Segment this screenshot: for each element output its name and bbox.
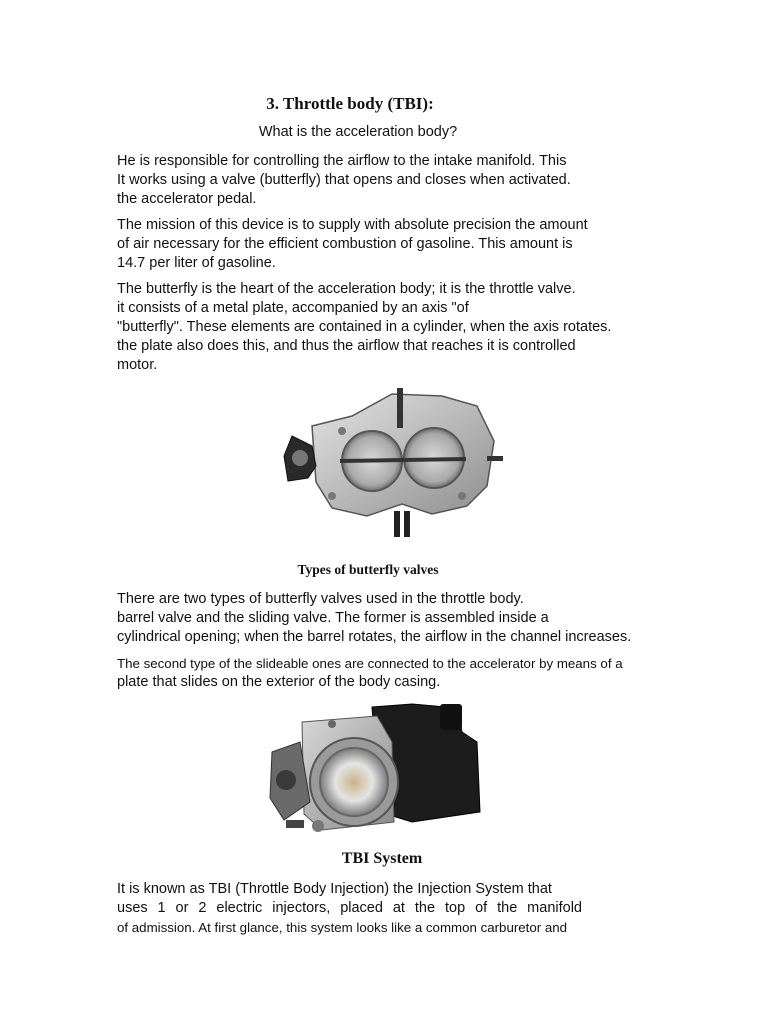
paragraph-line: barrel valve and the sliding valve. The former is assembled inside a: [117, 610, 549, 626]
figure-caption-butterfly: Types of butterfly valves: [297, 562, 439, 577]
section-subtitle: What is the acceleration body?: [258, 124, 458, 140]
paragraph-4: [117, 590, 677, 647]
paragraph-line: He is responsible for controlling the airflow to the intake manifold. This: [117, 153, 567, 169]
throttle-body-image: [272, 386, 504, 546]
paragraph-line: it consists of a metal plate, accompanied by an axis "of: [117, 300, 469, 316]
paragraph-line: uses 1 or 2 electric injectors, placed at the top of the manifold: [117, 900, 582, 916]
paragraph-line: 14.7 per liter of gasoline.: [117, 255, 276, 271]
paragraph-line: There are two types of butterfly valves used in the throttle body.: [117, 591, 524, 607]
paragraph-2: [117, 216, 677, 273]
paragraph-line: "butterfly". These elements are contained in a cylinder, when the axis rotates.: [117, 319, 612, 335]
paragraph-6: [117, 880, 677, 937]
section-title: 3. Throttle body (TBI):: [266, 94, 434, 113]
paragraph-line: plate that slides on the exterior of the body casing.: [117, 674, 441, 690]
paragraph-line: the plate also does this, and thus the airflow that reaches it is controlled: [117, 338, 576, 354]
paragraph-line: the accelerator pedal.: [117, 191, 257, 207]
paragraph-line: The second type of the slideable ones are connected to the accelerator by means of a: [117, 656, 623, 671]
paragraph-line: cylindrical opening; when the barrel rotates, the airflow in the channel increases.: [117, 629, 632, 645]
paragraph-line: It is known as TBI (Throttle Body Injection) the Injection System that: [117, 881, 552, 897]
paragraph-line: of air necessary for the efficient combustion of gasoline. This amount is: [117, 236, 573, 252]
paragraph-line: It works using a valve (butterfly) that opens and closes when activated.: [117, 172, 571, 188]
paragraph-line: of admission. At first glance, this system looks like a common carburetor and: [117, 920, 568, 935]
heading-tbi-system: TBI System: [341, 850, 423, 867]
paragraph-line: The mission of this device is to supply with absolute precision the amount: [117, 217, 588, 233]
paragraph-line: motor.: [117, 357, 158, 373]
paragraph-1: [117, 152, 677, 209]
paragraph-3: [117, 280, 677, 375]
electronic-throttle-body-image: [262, 702, 520, 840]
paragraph-5: [117, 654, 697, 692]
paragraph-line: The butterfly is the heart of the acceleration body; it is the throttle valve.: [117, 281, 576, 297]
